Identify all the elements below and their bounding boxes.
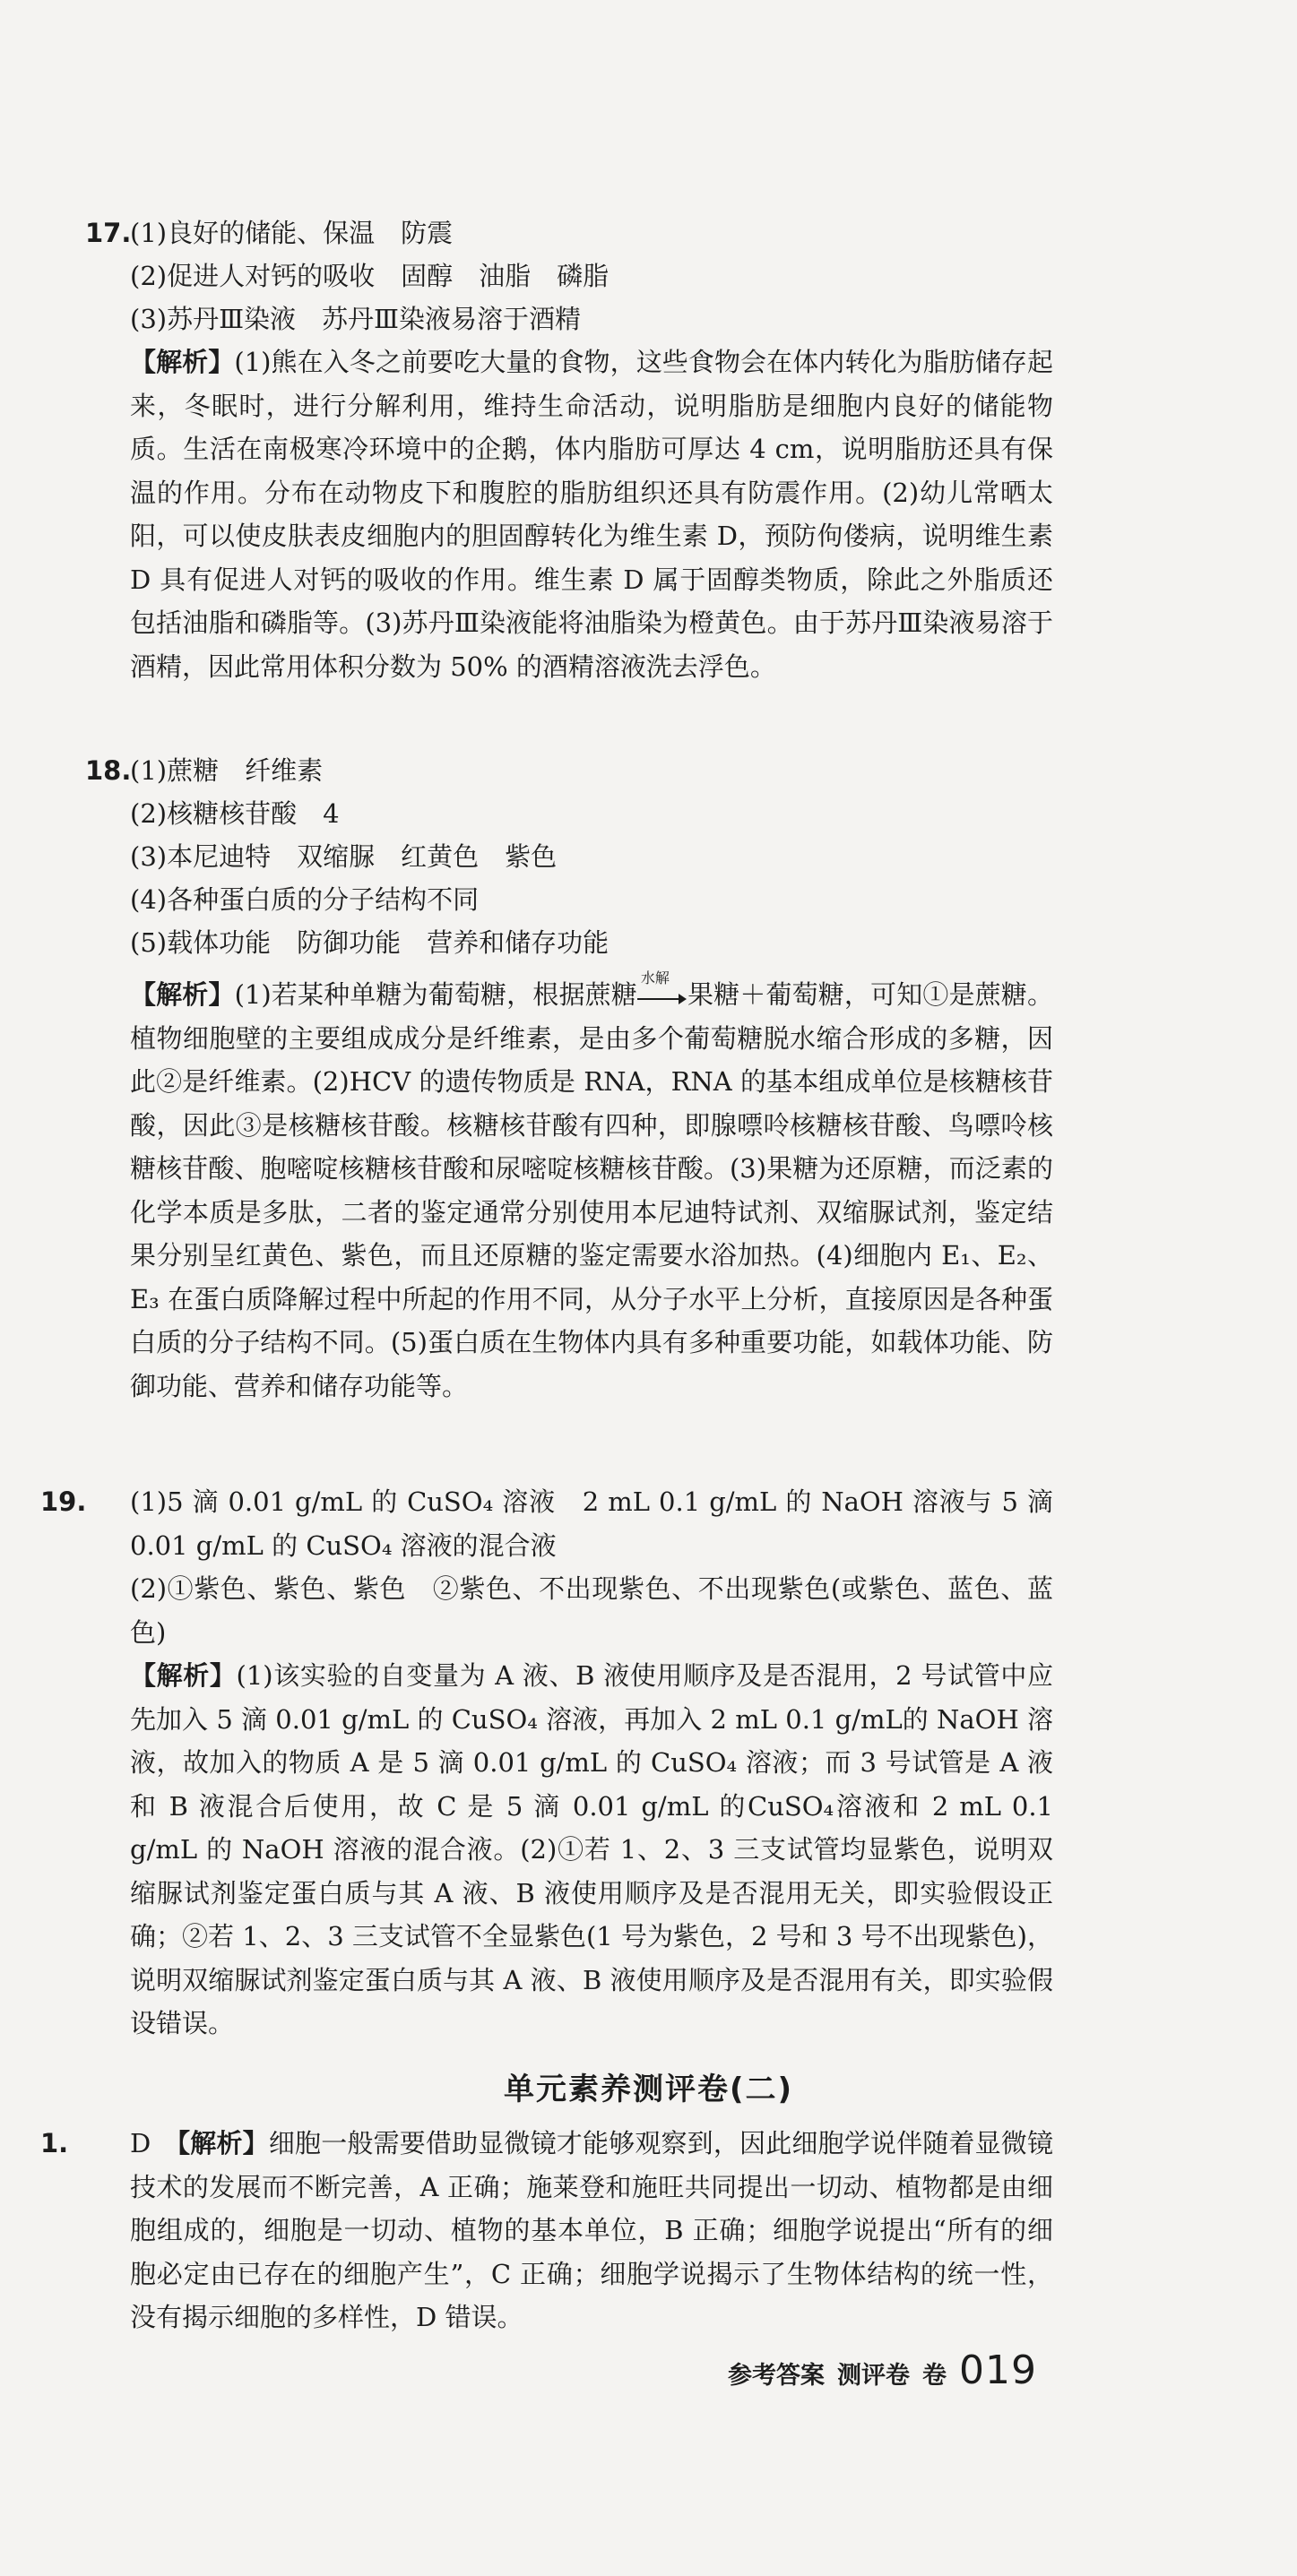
question-18 [85,749,1053,1408]
q19-analysis-tag: 【解析】 [130,1660,237,1691]
page-footer [728,2348,1037,2393]
q18-answer-3: (3)本尼迪特 双缩脲 红黄色 紫色 [130,841,558,872]
q17-answer-2: (2)促进人对钙的吸收 固醇 油脂 磷脂 [130,261,610,291]
section2-question-1 [40,2122,1053,2339]
q18-answer-4: (4)各种蛋白质的分子结构不同 [130,884,480,915]
q19-answer-1: 19. (1)5 滴 0.01 g/mL 的 CuSO₄ 溶液 2 mL 0.1 g/mL 的 NaOH 溶液与 5 滴 0.01 g/mL 的 CuSO₄ 溶液的混合液 [85,1480,1053,1567]
s2q1-answer: D [130,2128,151,2158]
q17-explanation: 【解析】(1)熊在入冬之前要吃大量的食物，这些食物会在体内转化为脂肪储存起来，冬眠时，进行分解利用，维持生命活动，说明脂肪是细胞内良好的储能物质。生活在南极寒冷环境中的企鹅，体内脂肪可厚达 4 cm，说明脂肪还具有保温的作用。分布在动物皮下和腹腔的脂肪组织还具有防震作用。(2)幼儿常晒太阳，可以使皮肤表皮细胞内的胆固醇转化为维生素 D，预防佝偻病，说明维生素 D 具有促进人对钙的吸收的作用。维生素 D 属于固醇类物质，除此之外脂质还包括油脂和磷脂等。(3)苏丹Ⅲ染液能将油脂染为橙黄色。由于苏丹Ⅲ染液易溶于酒精，因此常用体积分数为 50% 的酒精溶液洗去浮色。 [130,347,1053,682]
q18-analysis-tag: 【解析】 [130,979,235,1010]
q18-answer-1: 18.(1)蔗糖 纤维素 [85,749,1053,792]
page-number: 019 [959,2348,1037,2393]
q18-answer-2: (2)核糖核苷酸 4 [130,798,340,829]
s2q1-number: 1. [40,2128,69,2158]
s2q1-analysis-tag: 【解析】 [177,2128,269,2158]
q17-number: 17. [85,218,132,248]
question-19 [40,1480,1053,2046]
s2q1-explanation: 1. D 【解析】细胞一般需要借助显微镜才能够观察到，因此细胞学说伴随着显微镜技术的发展而不断完善，A 正确；施莱登和施旺共同提出一切动、植物都是由细胞组成的，细胞是一切动、植物的基本单位，B 正确；细胞学说提出“所有的细胞必定由已存在的细胞产生”，C 正确；细胞学说揭示了生物体结构的统一性，没有揭示细胞的多样性，D 错误。 [85,2122,1053,2339]
q18-answer-5: (5)载体功能 防御功能 营养和储存功能 [130,927,610,958]
question-17 [85,211,1053,688]
footer-label-test: 测评卷 [837,2362,911,2390]
q19-answer-2: (2)①紫色、紫色、紫色 ②紫色、不出现紫色、不出现紫色(或紫色、蓝色、蓝色) [130,1573,1053,1648]
q18-explanation: 【解析】(1)若某种单糖为葡萄糖，根据蔗糖 水解 果糖＋葡萄糖，可知①是蔗糖。植物细胞壁的主要组成成分是纤维素，是由多个葡萄糖脱水缩合形成的多糖，因此②是纤维素。(2)HCV 的遗传物质是 RNA，RNA 的基本组成单位是核糖核苷酸，因此③是核糖核苷酸。核糖核苷酸有四种，即腺嘌呤核糖核苷酸、鸟嘌呤核糖核苷酸、胞嘧啶核糖核苷酸和尿嘧啶核糖核苷酸。(3)果糖为还原糖，而泛素的化学本质是多肽，二者的鉴定通常分别使用本尼迪特试剂、双缩脲试剂，鉴定结果分别呈红黄色、紫色，而且还原糖的鉴定需要水浴加热。(4)细胞内 E₁、E₂、E₃ 在蛋白质降解过程中所起的作用不同，从分子水平上分析，直接原因是各种蛋白质的分子结构不同。(5)蛋白质在生物体内具有多种重要功能，如载体功能、防御功能、营养和储存功能等。 [130,969,1053,1401]
q17-answer-1: 17.(1)良好的储能、保温 防震 [85,211,1053,254]
q19-explanation: 【解析】(1)该实验的自变量为 A 液、B 液使用顺序及是否混用，2 号试管中应先加入 5 滴 0.01 g/mL 的 CuSO₄ 溶液，再加入 2 mL 0.1 g/mL的 NaOH 溶液，故加入的物质 A 是 5 滴 0.01 g/mL 的 CuSO₄ 溶液；而 3 号试管是 A 液和 B 液混合后使用，故 C 是 5 滴 0.01 g/mL 的CuSO₄溶液和 2 mL 0.1 g/mL 的 NaOH 溶液的混合液。(2)①若 1、2、3 三支试管均显紫色，说明双缩脲试剂鉴定蛋白质与其 A 液、B 液使用顺序及是否混用无关，即实验假设正确；②若 1、2、3 三支试管不全显紫色(1 号为紫色，2 号和 3 号不出现紫色)，说明双缩脲试剂鉴定蛋白质与其 A 液、B 液使用顺序及是否混用有关，即实验假设错误。 [130,1660,1053,2038]
q17-analysis-tag: 【解析】 [130,347,235,377]
q18-number: 18. [85,755,132,786]
footer-label-volume: 卷 [922,2362,947,2390]
q19-number: 19. [40,1486,87,1517]
section-title: 单元素养测评卷(二) [503,2072,794,2107]
footer-label-answers: 参考答案 [728,2362,826,2390]
hydrolysis-arrow: 水解 [637,987,687,1005]
q17-answer-3: (3)苏丹Ⅲ染液 苏丹Ⅲ染液易溶于酒精 [130,304,582,334]
